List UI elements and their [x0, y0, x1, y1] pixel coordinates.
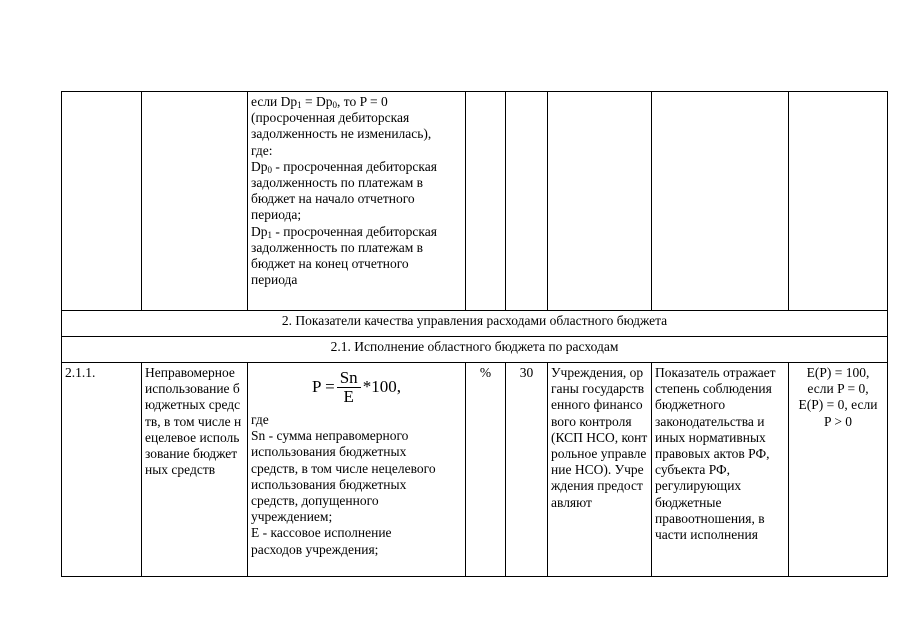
text-line: средств, допущенного — [251, 493, 379, 509]
cell-source: Учреждения, органы государственного финансового контроля (КСП НСО, контрольное управление НСО). Учреждения предоставляют — [548, 363, 652, 577]
formula-rhs: *100, — [362, 377, 401, 397]
text-line: где — [251, 412, 269, 427]
subsection-heading: 2.1. Исполнение областного бюджета по расходам — [62, 337, 888, 363]
text-line: $Dp_0$ - просроченная дебиторская — [251, 158, 437, 175]
cell-unit: % — [466, 363, 506, 577]
formula-numerator: Sn — [337, 369, 361, 388]
cell-comment: Показатель отражает степень соблюдения бюджетного законодательства и иных нормативных правовых актов РФ, субъекта РФ, регулирующих бюджетные правоотношения, в части исполнения — [652, 363, 789, 577]
cell-unit — [466, 92, 506, 311]
text-line: задолженность по платежам в — [251, 239, 424, 255]
formula-fraction — [337, 369, 361, 406]
text-line: где: — [251, 142, 273, 158]
subsection-heading-row — [62, 337, 888, 363]
section-heading: 2. Показатели качества управления расходами областного бюджета — [62, 311, 888, 337]
score-line: E(P) = 100, — [806, 365, 870, 380]
score-line: P > 0 — [823, 413, 853, 429]
text-line: периода; — [251, 207, 302, 223]
text-line: использования бюджетных — [251, 444, 407, 460]
cell-indicator-name: Неправомерное использование бюджетных средств, в том числе нецелевое использование бюджетных средств — [142, 363, 248, 577]
text-line: периода — [251, 272, 298, 288]
document-table — [61, 91, 888, 577]
score-line: если P = 0, — [807, 381, 869, 397]
text-line: использования бюджетных — [251, 476, 407, 492]
cell-formula-description — [248, 363, 466, 577]
text-line: если $Dp_1 = Dp_0$, то P = 0 — [251, 94, 388, 110]
score-line: E(P) = 0, если — [798, 397, 878, 413]
cell-score — [789, 92, 888, 311]
text-line: расходов учреждения; — [251, 541, 379, 557]
table-row-continued — [62, 92, 888, 311]
cell-score — [789, 363, 888, 577]
text-line: бюджет на конец отчетного — [251, 256, 409, 272]
text-line: $Dp_1$ - просроченная дебиторская — [251, 223, 437, 240]
cell-name — [142, 92, 248, 311]
cell-number: 2.1.1. — [62, 363, 142, 577]
text-line: средств, в том числе нецелевого — [251, 460, 436, 476]
text-line: бюджет на начало отчетного — [251, 191, 415, 207]
text-line: Sn - сумма неправомерного — [251, 428, 409, 444]
text-line: учреждением; — [251, 509, 333, 525]
text-line: задолженность не изменилась), — [251, 126, 432, 142]
table-row-2-1-1 — [62, 363, 888, 577]
cell-formula-description — [248, 92, 466, 311]
text-line: (просроченная дебиторская — [251, 110, 410, 126]
formula — [251, 365, 462, 412]
cell-source — [548, 92, 652, 311]
text-line: E - кассовое исполнение — [251, 525, 392, 541]
section-heading-row — [62, 311, 888, 337]
cell-comment — [652, 92, 789, 311]
formula-denominator: E — [343, 387, 354, 406]
cell-number — [62, 92, 142, 311]
formula-lhs: P = — [312, 377, 335, 397]
text-line: задолженность по платежам в — [251, 175, 424, 191]
cell-weight — [506, 92, 548, 311]
cell-weight: 30 — [506, 363, 548, 577]
